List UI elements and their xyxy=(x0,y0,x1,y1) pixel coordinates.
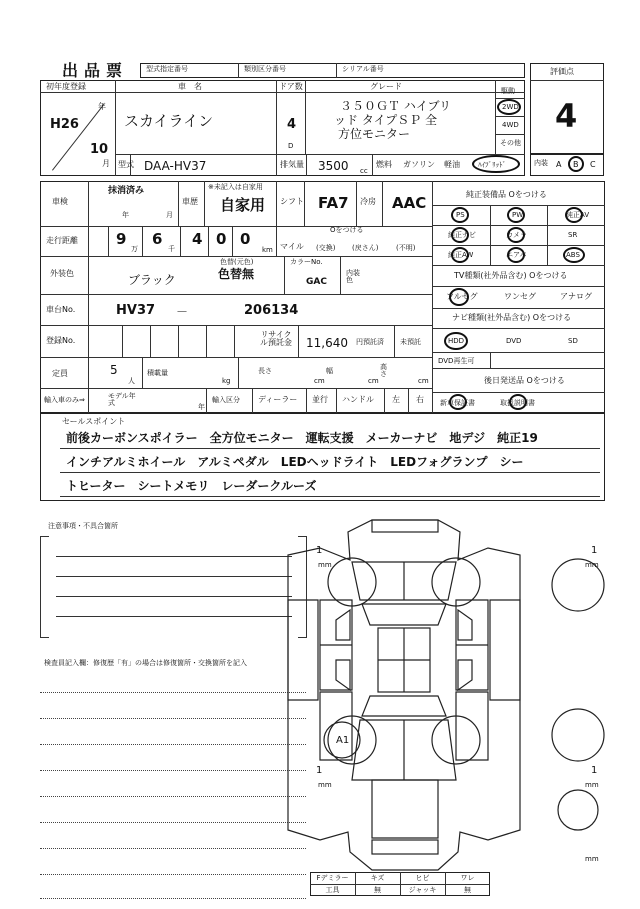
displacement-value: 3500 xyxy=(318,159,349,173)
grade-line1: ３５０ＧＴ ハイブリ xyxy=(340,99,451,113)
mileage-fumei: (不明) xyxy=(396,244,416,252)
grade-line2: ッド タイプＳＰ 全 xyxy=(334,113,438,127)
chassis-dash: － xyxy=(176,305,189,319)
color-code-label: カラーNo. xyxy=(290,258,323,266)
interior-color-label: 内装色 xyxy=(346,269,360,284)
recycle-value: 11,640 xyxy=(306,336,348,350)
equip-navi: 純正ナビ xyxy=(448,231,476,239)
tire-depth-rr-unit: mm xyxy=(585,781,599,789)
mileage-koukan: (交換) xyxy=(316,244,336,252)
dvd-playback: DVD再生可 xyxy=(438,357,475,365)
capacity-unit: 人 xyxy=(128,377,135,385)
mileage-km: km xyxy=(262,246,273,254)
fuel-gasoline: ガソリン xyxy=(403,160,435,169)
dims-cm1: cm xyxy=(314,377,325,385)
tire-depth-rl-unit: mm xyxy=(318,781,332,789)
doors-suffix: D xyxy=(288,142,294,150)
type-label: 型式 xyxy=(118,160,134,169)
inspection-label: 車検 xyxy=(52,197,68,206)
capacity-value: 5 xyxy=(110,363,118,377)
first-reg-nen: 年 xyxy=(98,102,106,111)
later-title: 後日発送品 Oをつける xyxy=(484,376,565,385)
tire-depth-fl-unit: mm xyxy=(318,561,332,569)
reg-label: 登録No. xyxy=(46,336,76,345)
inspector-label: 検査員記入欄：修復歴「有」の場合は修復箇所・交換箇所を記入 xyxy=(44,659,247,667)
sales-points-line2: インチアルミホイール アルミペダル LEDヘッドライト LEDフォグランプ シー xyxy=(66,455,524,469)
tire-depth-fl: 1 xyxy=(316,545,323,556)
table-h2: キズ xyxy=(370,874,385,882)
later-warranty: 新車保証書 xyxy=(440,399,475,407)
later-manual: 取扱説明書 xyxy=(500,399,535,407)
import-class-label: 輸入区分 xyxy=(212,396,240,404)
tire-depth-rl: 1 xyxy=(316,765,323,776)
mileage-d5: 0 xyxy=(240,230,251,248)
inspection-value: 抹消済み xyxy=(108,186,145,196)
ac-label: 冷房 xyxy=(360,197,376,206)
car-name-label: 車 名 xyxy=(178,82,202,91)
chassis-prefix: HV37 xyxy=(116,303,156,318)
table-r4: 無 xyxy=(464,886,471,894)
mileage-sen: 千 xyxy=(168,245,175,253)
import-label: 輸入車のみ⇒ xyxy=(44,396,85,404)
mileage-label: 走行距離 xyxy=(46,236,78,245)
inspection-tsuki: 月 xyxy=(166,211,173,219)
sales-points-line1: 前後カーボンスポイラー 全方位モニター 運転支援 メーカーナビ 地デジ 純正19 xyxy=(66,431,538,445)
shift-label: シフト xyxy=(280,197,304,206)
chassis-number: 206134 xyxy=(244,303,299,318)
model-year-label: モデル年式 xyxy=(108,392,136,407)
table-h4: ワレ xyxy=(460,874,475,882)
import-dealer: ディーラー xyxy=(258,395,298,404)
damage-mark-a1: A1 xyxy=(336,735,350,746)
navi-title: ナビ種類(社外品含む) Oをつける xyxy=(452,313,572,322)
color-change-value: 色替無 xyxy=(218,267,255,281)
mileage-mile: マイル xyxy=(280,242,304,251)
navi-sd: SD xyxy=(568,337,578,345)
shift-value: FA7 xyxy=(318,194,349,212)
doors-label: ドア数 xyxy=(279,82,303,91)
drive-label: 駆動 xyxy=(501,87,515,95)
mileage-circle-note: Oをつける xyxy=(330,226,364,234)
fuel-label: 燃料 xyxy=(376,160,392,169)
mileage-d4: 0 xyxy=(216,230,227,248)
tire-depth-spare-unit: mm xyxy=(585,855,599,863)
score-value: 4 xyxy=(555,97,578,135)
displacement-unit: cc xyxy=(360,167,368,175)
model-year-nen: 年 xyxy=(198,403,205,411)
drive-2wd: 2WD xyxy=(502,103,519,111)
table-r2: 無 xyxy=(374,886,381,894)
tv-title: TV種類(社外品含む) Oをつける xyxy=(454,271,568,280)
tire-depth-rr: 1 xyxy=(591,765,598,776)
interior-b: B xyxy=(573,160,579,169)
chassis-label: 車台No. xyxy=(46,305,76,314)
import-parallel: 並行 xyxy=(312,395,328,404)
equip-abs: ABS xyxy=(566,251,580,259)
first-reg-month: 10 xyxy=(90,142,109,157)
dims-label: 長さ xyxy=(258,367,272,375)
recycle-status: 未預託 xyxy=(400,338,421,346)
equip-av: 純正AV xyxy=(566,211,590,219)
color-code-value: GAC xyxy=(306,277,327,287)
mileage-modoshi: (戻さん) xyxy=(352,244,379,252)
tire-depth-fr: 1 xyxy=(591,545,598,556)
usage-value: 自家用 xyxy=(220,196,266,214)
equip-aw: 純正AW xyxy=(448,251,474,259)
drive-other: その他 xyxy=(500,139,521,147)
equip-camera: カメラ xyxy=(506,231,527,239)
mileage-d2: 6 xyxy=(152,230,163,248)
page-title: 出品票 xyxy=(62,61,129,80)
capacity-label: 定員 xyxy=(52,369,68,378)
equip-sr: SR xyxy=(568,231,578,239)
tv-analog: アナログ xyxy=(560,292,592,301)
table-r3: ジャッキ xyxy=(408,886,437,894)
class-code-label: 類別区分番号 xyxy=(244,65,286,73)
drive-4wd: 4WD xyxy=(502,121,519,129)
load-label: 積載量 xyxy=(147,369,168,377)
equipment-title: 純正装備品 Oをつける xyxy=(466,190,547,199)
recycle-unit: 円預託済 xyxy=(356,338,384,346)
equip-pw: PW xyxy=(512,211,524,219)
tv-fullseg: フルセグ xyxy=(446,292,478,301)
dims-cm3: cm xyxy=(418,377,429,385)
usage-label: 車歴 xyxy=(182,197,198,206)
navi-dvd: DVD xyxy=(506,337,522,345)
serial-label: シリアル番号 xyxy=(342,65,384,73)
inspection-nen: 年 xyxy=(122,211,129,219)
table-h1: Fデミラー xyxy=(316,874,349,882)
dims-cm2: cm xyxy=(368,377,379,385)
ac-value: AAC xyxy=(392,194,427,212)
load-kg: kg xyxy=(222,377,231,385)
doors-value: 4 xyxy=(287,117,297,132)
navi-hdd: HDD xyxy=(448,337,465,345)
fuel-light: 軽油 xyxy=(444,160,460,169)
tv-oneseg: ワンセグ xyxy=(504,292,536,301)
grade-label: グレード xyxy=(370,82,402,91)
color-label: 外装色 xyxy=(50,269,74,278)
type-value: DAA-HV37 xyxy=(144,159,207,173)
equip-airbag: エアバ xyxy=(506,251,527,259)
mileage-d1: 9 xyxy=(116,230,127,248)
tire-depth-fr-unit: mm xyxy=(585,561,599,569)
usage-note: ※未記入は自家用 xyxy=(208,183,263,191)
sales-points-label: セールスポイント xyxy=(62,417,126,426)
dims-width-label: 幅 xyxy=(326,367,333,375)
handle-label: ハンドル xyxy=(342,395,374,404)
fuel-hybrid: ﾊｲﾌﾞﾘｯﾄﾞ xyxy=(478,161,506,169)
color-value: ブラック xyxy=(128,273,176,287)
sales-points-line3: トヒーター シートメモリ レーダークルーズ xyxy=(66,479,317,493)
first-reg-tsuki: 月 xyxy=(102,159,110,168)
table-r1: 工具 xyxy=(325,886,340,894)
interior-a: A xyxy=(556,160,562,169)
car-name-value: スカイライン xyxy=(124,112,214,130)
type-designation-label: 型式指定番号 xyxy=(146,65,188,73)
equip-ps: PS xyxy=(456,211,465,219)
displacement-label: 排気量 xyxy=(280,160,304,169)
color-change-label: 色替(元色) xyxy=(220,258,254,266)
mileage-d3: 4 xyxy=(192,230,203,248)
score-label: 評価点 xyxy=(550,67,574,76)
caution-label: 注意事項・不具合箇所 xyxy=(48,522,118,530)
mileage-man: 万 xyxy=(131,245,138,253)
dims-height-label: 高さ xyxy=(380,363,387,378)
first-reg-year: H26 xyxy=(50,117,79,132)
interior-label: 内装 xyxy=(534,159,548,167)
recycle-label: リサイクル預託金 xyxy=(260,330,292,347)
interior-c: C xyxy=(590,160,596,169)
handle-right: 右 xyxy=(416,395,424,404)
handle-left: 左 xyxy=(392,395,400,404)
grade-line3: 方位モニター xyxy=(338,127,411,141)
first-reg-label: 初年度登録 xyxy=(46,82,86,91)
table-h3: ヒビ xyxy=(415,874,430,882)
